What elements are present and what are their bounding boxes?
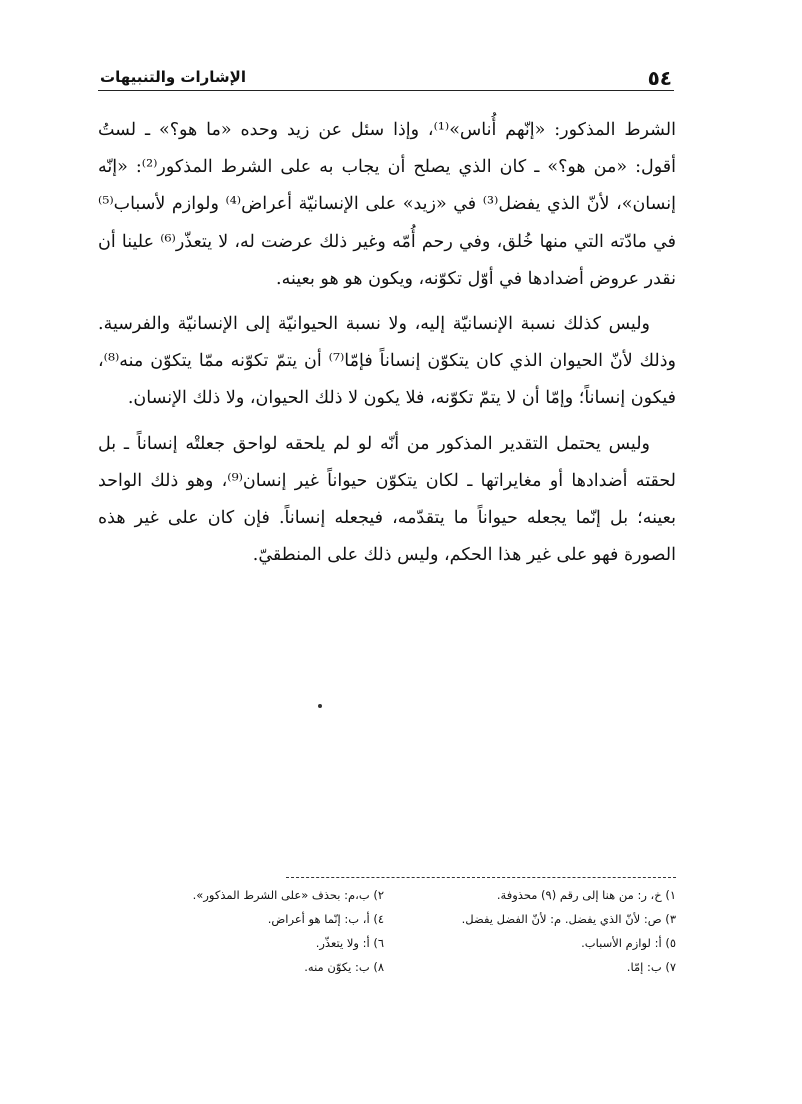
paragraph-2: وليس كذلك نسبة الإنسانيّة إليه، ولا نسبة الحيوانيّة إلى الإنسانيّة والفرسية. وذلك لأنّ الحيوان الذي كان يتكوّن إنساناً فإمّا⁽⁷⁾ أن يتمّ تكوّنه ممّا يتكوّن منه⁽⁸⁾، فيكون إنساناً؛ وإمّا أن لا يتمّ تكوّنه، فلا يكون لا ذلك الحيوان، ولا ذلك الإنسان. (98, 314, 676, 409)
footnote-separator (286, 877, 676, 878)
stray-dot (318, 704, 322, 708)
page-header (98, 64, 674, 91)
footnote-4: ٤) أ، ب: إنّما هو أعراض. (267, 912, 384, 926)
footnote-6: ٦) أ: ولا يتعذّر. (315, 936, 384, 950)
footnote-5: ٥) أ: لوازم الأسباب. (581, 936, 676, 950)
page-number: ٥٤ (647, 66, 672, 90)
footnote-2: ٢) ب،م: بحذف «على الشرط المذكور». (192, 888, 384, 902)
paragraph-3: وليس يحتمل التقدير المذكور من أنّه لو لم يلحقه لواحق جعلتْه إنساناً ـ بل لحقته أضدادها أو مغايراتها ـ لكان يتكوّن حيواناً غير إنسان⁽⁹⁾، وهو ذلك الواحد بعينه؛ بل إنّما يجعله حيواناً ما يتقدّمه، فيجعله إنساناً. فإن كان على غير هذه الصورة فهو على غير هذا الحكم، وليس ذلك على المنطقيّ. (98, 433, 676, 566)
footnote-7: ٧) ب: إمّا. (626, 960, 676, 974)
running-title: الإشارات والتنبيهات (100, 68, 246, 86)
footnote-1: ١) خ، ر: من هنا إلى رقم (٩) محذوفة. (496, 888, 676, 902)
paragraph-1: الشرط المذكور: «إنّهم أُناس»⁽¹⁾، وإذا سئل عن زيد وحده «ما هو؟» ـ لستُ أقول: «من هو؟» ـ كان الذي يصلح أن يجاب به على الشرط المذكور⁽²⁾: «إنّه إنسان»، لأنّ الذي يفضل⁽³⁾ في «زيد» على الإنسانيّة أعراض⁽⁴⁾ ولوازم لأسباب⁽⁵⁾ في مادّته التي منها خُلق، وفي رحم أُمّه وغير ذلك عرضت له، لا يتعذّر⁽⁶⁾ علينا أن نقدر عروض أضدادها في أوّل تكوّنه، ويكون هو هو بعينه. (98, 120, 676, 289)
footnote-3: ٣) ص: لأنّ الذي يفضل. م: لأنّ الفضل يفضل. (461, 912, 676, 926)
main-text (98, 112, 676, 574)
footnote-8: ٨) ب: يكوّن منه. (304, 960, 384, 974)
